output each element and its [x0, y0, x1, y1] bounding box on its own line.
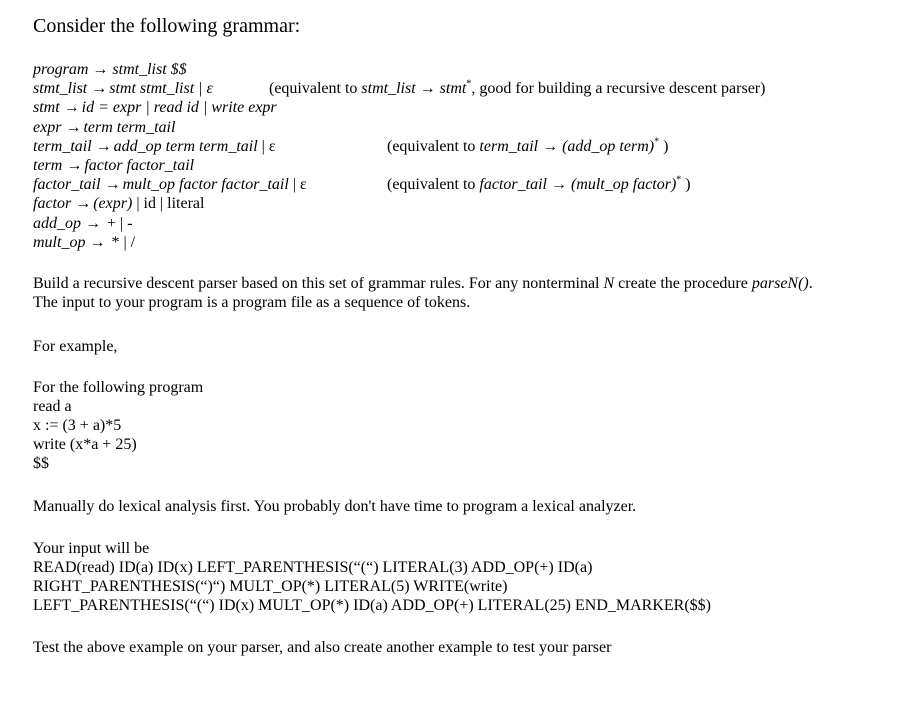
rule-note: (equivalent to factor_tail → (mult_op factor)* ) — [387, 174, 691, 194]
arrow-icon: → — [66, 156, 83, 174]
arrow-icon: → — [89, 233, 106, 251]
rule-lhs: factor — [33, 195, 72, 213]
grammar-rule-expr — [33, 118, 893, 137]
rule-rhs: term term_tail — [83, 118, 176, 136]
program-line: $$ — [33, 455, 49, 472]
rule-lhs: stmt — [33, 99, 60, 117]
rule-rhs: + | - — [103, 214, 133, 232]
rule-lhs: stmt_list — [33, 80, 88, 98]
rule-rhs: stmt stmt_list | ε — [109, 80, 213, 98]
token-line: RIGHT_PARENTHESIS(“)“) MULT_OP(*) LITERAL(5) WRITE(write) — [33, 578, 508, 595]
arrow-icon: → — [91, 80, 108, 98]
rule-text: program → stmt_list $$ — [33, 61, 187, 78]
rule-lhs: term_tail — [33, 137, 92, 155]
rule-rhs: * | / — [107, 233, 136, 251]
input-intro: Your input will be — [33, 540, 150, 557]
rule-rhs: mult_op factor factor_tail — [122, 176, 289, 194]
grammar-rule-stmt-list — [33, 79, 893, 98]
rule-rhs-expr: (expr) — [93, 195, 133, 213]
grammar-rule-add-op — [33, 214, 893, 233]
grammar-rule-stmt — [33, 98, 893, 117]
grammar-rule-term-tail: term_tail → add_op term term_tail | ε (equivalent to term_tail → (add_op term)* ) — [33, 136, 669, 155]
rule-rhs: add_op term term_tail — [113, 137, 258, 155]
rule-rhs: id = expr | read id | write expr — [81, 99, 277, 117]
example-program — [33, 378, 203, 473]
rule-note: (equivalent to stmt_list → stmt*, good for building a recursive descent parser) — [269, 78, 766, 98]
rule-note: (equivalent to term_tail → (add_op term)* ) — [387, 136, 669, 155]
program-line: read a — [33, 398, 72, 415]
grammar-rule-program — [33, 60, 893, 79]
grammar-rule-mult-op — [33, 233, 893, 252]
program-intro: For the following program — [33, 379, 204, 396]
arrow-icon: → — [104, 176, 121, 194]
rule-rhs: | id | literal — [132, 195, 205, 213]
arrow-icon: → — [65, 118, 82, 136]
grammar-rule-term — [33, 156, 893, 175]
program-line: x := (3 + a)*5 — [33, 417, 122, 434]
arrow-icon: → — [63, 99, 80, 117]
rule-lhs: expr — [33, 118, 62, 136]
build-paragraph: Build a recursive descent parser based on this set of grammar rules. For any nonterminal N create the procedure parseN(). The input to your program is a program file as a sequence of tokens. — [33, 275, 813, 311]
token-line: LEFT_PARENTHESIS(“(“) ID(x) MULT_OP(*) ID(a) ADD_OP(+) LITERAL(25) END_MARKER($$) — [33, 597, 711, 614]
grammar-rule-factor — [33, 194, 893, 213]
token-line: READ(read) ID(a) ID(x) LEFT_PARENTHESIS(“(“) LITERAL(3) ADD_OP(+) ID(a) — [33, 559, 593, 576]
grammar-rule-factor-tail: factor_tail → mult_op factor factor_tail | ε (equivalent to factor_tail → (mult_op factor)* ) — [33, 174, 691, 194]
rule-lhs: factor_tail — [33, 176, 101, 194]
rule-lhs: add_op — [33, 214, 81, 232]
for-example-text: For example, — [33, 338, 118, 355]
grammar-rules — [33, 60, 893, 252]
token-input — [33, 539, 711, 615]
manual-lexical-note: Manually do lexical analysis first. You probably don't have time to program a lexical analyzer. — [33, 498, 637, 515]
test-instruction: Test the above example on your parser, and also create another example to test your parser — [33, 639, 612, 656]
arrow-icon: → — [95, 137, 112, 155]
rule-rhs: factor factor_tail — [84, 156, 195, 174]
rule-lhs: term — [33, 156, 63, 174]
arrow-icon: → — [85, 214, 101, 232]
page-title: Consider the following grammar: — [33, 15, 301, 37]
arrow-icon: → — [75, 195, 92, 213]
program-line: write (x*a + 25) — [33, 436, 137, 453]
rule-lhs: mult_op — [33, 233, 86, 251]
